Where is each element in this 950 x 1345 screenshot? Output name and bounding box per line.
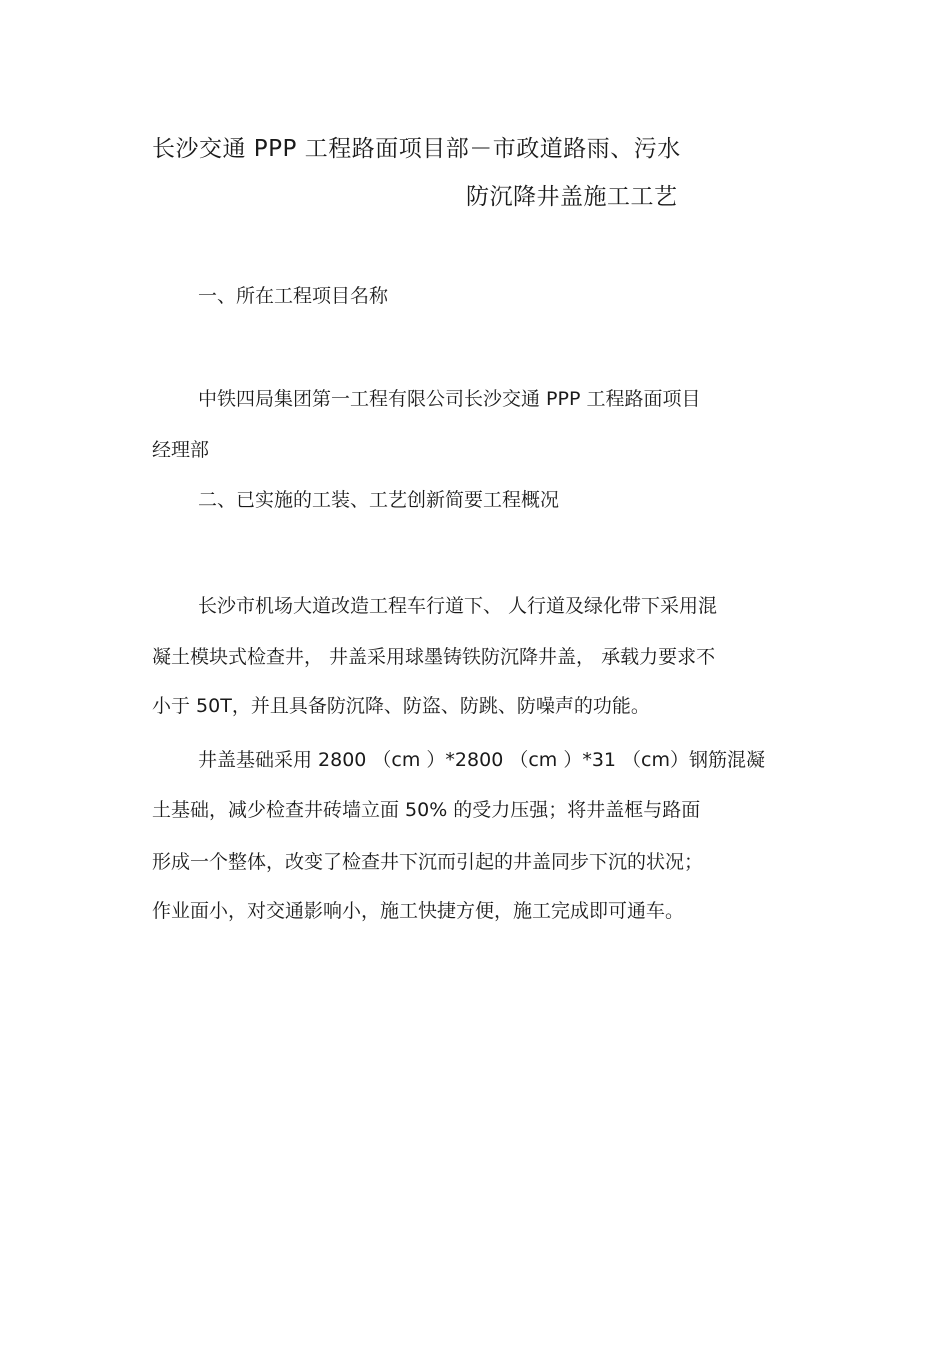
document-title-line-2: 防沉降井盖施工工艺: [466, 184, 678, 210]
section-2-paragraph-2-line-2: 土基础，减少检查井砖墙立面 50% 的受力压强；将井盖框与路面: [152, 799, 701, 821]
section-2-paragraph-1-line-2: 凝土模块式检查井， 井盖采用球墨铸铁防沉降井盖， 承载力要求不: [152, 646, 716, 668]
section-2-paragraph-2-line-4: 作业面小，对交通影响小，施工快捷方便，施工完成即可通车。: [152, 900, 685, 922]
section-2-paragraph-2-line-1: 井盖基础采用 2800 （cm ）*2800 （cm ）*31 （cm）钢筋混凝: [198, 749, 765, 771]
section-1-heading: 一、所在工程项目名称: [198, 285, 389, 307]
section-2-paragraph-2-line-3: 形成一个整体，改变了检查井下沉而引起的井盖同步下沉的状况；: [152, 851, 704, 873]
section-1-body-line-1: 中铁四局集团第一工程有限公司长沙交通 PPP 工程路面项目: [198, 388, 701, 410]
section-2-paragraph-1-line-3: 小于 50T，并且具备防沉降、防盗、防跳、防噪声的功能。: [152, 695, 650, 717]
section-2-paragraph-1-line-1: 长沙市机场大道改造工程车行道下、 人行道及绿化带下采用混: [198, 595, 718, 617]
section-2-heading: 二、已实施的工装、工艺创新简要工程概况: [198, 489, 560, 511]
section-1-body-line-2: 经理部: [152, 439, 210, 461]
document-title-line-1: 长沙交通 PPP 工程路面项目部－市政道路雨、污水: [152, 136, 681, 162]
